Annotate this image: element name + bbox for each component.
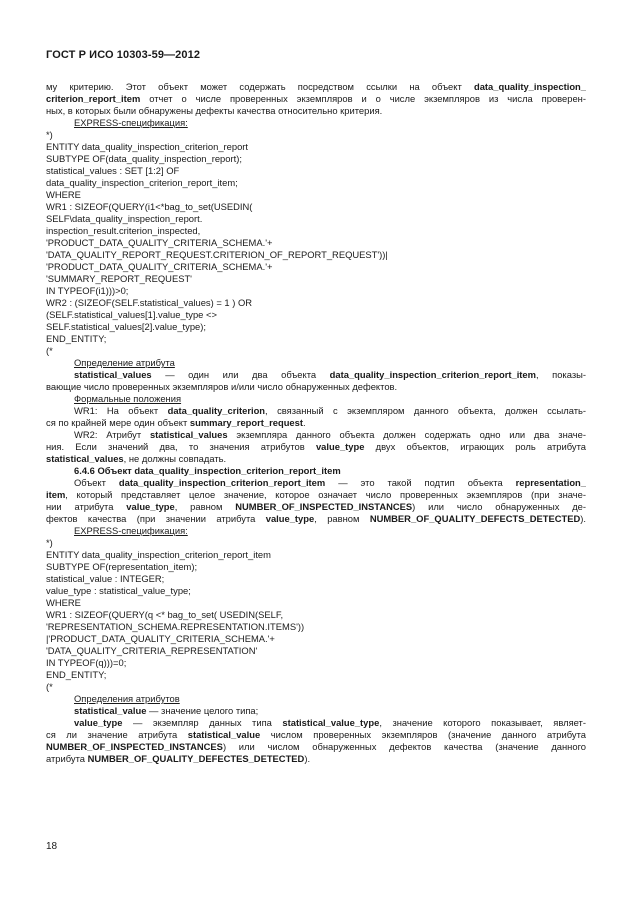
bold-term: value_type — [315, 441, 365, 452]
text-run: 'SUMMARY_REPORT_REQUEST' — [46, 273, 192, 284]
text-run: data_quality_inspection_criterion_report_item; — [46, 177, 238, 188]
text-run: SUBTYPE OF(representation_item); — [46, 561, 198, 572]
text-run: 'DATA_QUALITY_REPORT_REQUEST.CRITERION_OF_REPORT_REQUEST'))| — [46, 249, 388, 260]
bold-term: data_quality_inspection_criterion_report_item — [329, 369, 536, 380]
text-run: — это такой подтип объекта — [325, 477, 516, 488]
text-line — [46, 237, 586, 249]
text-run: SELF\data_quality_inspection_report. — [46, 213, 203, 224]
text-line — [46, 309, 586, 321]
bold-term: statistical_values — [46, 453, 124, 464]
text-run: , не должны совпадать. — [123, 453, 227, 464]
text-run: WHERE — [46, 189, 81, 200]
text-line — [46, 513, 586, 525]
text-run: ) или число обнаруженных де- — [412, 501, 586, 512]
text-run: (* — [46, 681, 53, 692]
text-line — [46, 165, 586, 177]
text-line — [74, 117, 586, 129]
section-heading: Определения атрибутов — [74, 693, 180, 704]
bold-term: representation_ — [515, 477, 586, 488]
text-run: ния. Если значений два, то значения атрибутов — [46, 441, 316, 452]
text-run: атрибута — [46, 753, 88, 764]
text-line — [46, 501, 586, 513]
text-line — [46, 417, 586, 429]
text-run: (SELF.statistical_values[1].value_type <> — [46, 309, 217, 320]
bold-term: value_type — [126, 501, 175, 512]
text-line — [74, 465, 586, 477]
text-line — [46, 729, 586, 741]
text-run: , равном — [174, 501, 236, 512]
text-run: statistical_value : INTEGER; — [46, 573, 165, 584]
text-run: , значение которого показывает, являет- — [379, 717, 586, 728]
text-line — [46, 609, 586, 621]
text-run: 'PRODUCT_DATA_QUALITY_CRITERIA_SCHEMA.'+ — [46, 237, 273, 248]
text-run: числом проверенных экземпляров (значение данного атрибута — [260, 729, 586, 740]
text-run: фектов качества (при значении атрибута — [46, 513, 266, 524]
text-run: IN TYPEOF(i1)))>0; — [46, 285, 129, 296]
text-line — [46, 141, 586, 153]
text-run: ) или числом обнаруженных дефектов качества (значение данного — [222, 741, 586, 752]
text-line — [74, 393, 586, 405]
text-run: |'PRODUCT_DATA_QUALITY_CRITERIA_SCHEMA.'+ — [46, 633, 275, 644]
text-run: WR2: Атрибут — [74, 429, 150, 440]
text-line — [46, 333, 586, 345]
text-run: 'REPRESENTATION_SCHEMA.REPRESENTATION.ITEMS')) — [46, 621, 305, 632]
text-run: нии атрибута — [46, 501, 127, 512]
text-run: WR2 : (SIZEOF(SELF.statistical_values) = 1 ) OR — [46, 297, 253, 308]
text-line — [46, 213, 586, 225]
bold-term: data_quality_criterion — [167, 405, 266, 416]
text-line — [46, 657, 586, 669]
text-line — [46, 201, 586, 213]
text-line — [74, 477, 586, 489]
text-line — [46, 633, 586, 645]
text-line — [46, 261, 586, 273]
bold-term: statistical_values — [74, 369, 152, 380]
text-line — [46, 645, 586, 657]
bold-term: item — [46, 489, 66, 500]
text-line — [46, 249, 586, 261]
bold-term: NUMBER_OF_INSPECTED_INSTANCES — [235, 501, 413, 512]
bold-term: value_type — [265, 513, 315, 524]
text-line — [46, 573, 586, 585]
text-run: ENTITY data_quality_inspection_criterion_report_item — [46, 549, 271, 560]
text-line — [46, 441, 586, 453]
text-run: (* — [46, 345, 53, 356]
text-line — [46, 621, 586, 633]
text-run: — один или два объекта — [151, 369, 330, 380]
text-run: отчет о числе проверенных экземпляров и о числе экземпляров из числа проверен- — [140, 93, 586, 104]
text-line — [74, 429, 586, 441]
text-line — [46, 273, 586, 285]
text-line — [46, 345, 586, 357]
section-heading: EXPRESS-спецификация: — [74, 525, 188, 536]
text-line — [46, 549, 586, 561]
text-line — [74, 525, 586, 537]
text-line — [74, 369, 586, 381]
text-line — [46, 681, 586, 693]
text-run: , который представляет целое значение, которое означает число проверенных экземпляров (при значе- — [65, 489, 586, 500]
text-run: двух объектов, играющих роль атрибута — [364, 441, 586, 452]
text-line — [46, 297, 586, 309]
text-run: statistical_values : SET [1:2] OF — [46, 165, 180, 176]
text-line — [46, 189, 586, 201]
text-run: ). — [304, 753, 311, 764]
text-run: WHERE — [46, 597, 81, 608]
text-run: SUBTYPE OF(data_quality_inspection_report); — [46, 153, 242, 164]
text-run: ных, в которых были обнаружены дефекты качества относительно критерия. — [46, 105, 383, 116]
text-run: WR1 : SIZEOF(QUERY(i1<*bag_to_set(USEDIN( — [46, 201, 253, 212]
bold-term: data_quality_inspection_criterion_report_item — [118, 477, 326, 488]
text-run: 'PRODUCT_DATA_QUALITY_CRITERIA_SCHEMA.'+ — [46, 261, 273, 272]
text-run: , равном — [314, 513, 370, 524]
text-run: Объект — [74, 477, 119, 488]
text-line — [46, 225, 586, 237]
text-run: — экземпляр данных типа — [122, 717, 283, 728]
text-run: — значение целого типа; — [146, 705, 259, 716]
text-line — [46, 537, 586, 549]
text-line — [74, 693, 586, 705]
bold-term: statistical_value_type — [282, 717, 380, 728]
text-line — [74, 717, 586, 729]
text-run: му критерию. Этот объект может содержать посредством ссылки на объект — [46, 81, 474, 92]
text-run: 'DATA_QUALITY_CRITERIA_REPRESENTATION' — [46, 645, 258, 656]
text-run: WR1: На объект — [74, 405, 168, 416]
text-run: *) — [46, 537, 53, 548]
text-line — [46, 129, 586, 141]
text-line — [46, 489, 586, 501]
text-run: ся ли значение атрибута — [46, 729, 188, 740]
text-run: inspection_result.criterion_inspected, — [46, 225, 201, 236]
bold-term: statistical_values — [149, 429, 228, 440]
text-run: ENTITY data_quality_inspection_criterion_report — [46, 141, 249, 152]
text-run: SELF.statistical_values[2].value_type); — [46, 321, 206, 332]
section-heading: Определение атрибута — [74, 357, 175, 368]
section-heading: EXPRESS-спецификация: — [74, 117, 188, 128]
text-line — [46, 453, 586, 465]
text-line — [74, 705, 586, 717]
text-line — [46, 81, 586, 93]
text-run: END_ENTITY; — [46, 333, 107, 344]
text-line — [74, 357, 586, 369]
bold-term: statistical_value — [74, 705, 147, 716]
text-line — [74, 405, 586, 417]
bold-term: NUMBER_OF_INSPECTED_INSTANCES — [46, 741, 223, 752]
text-run: value_type : statistical_value_type; — [46, 585, 191, 596]
text-run: ся по крайней мере один объект — [46, 417, 190, 428]
text-run: вающие число проверенных экземпляров и/или число обнаруженных дефектов. — [46, 381, 398, 392]
text-run: *) — [46, 129, 53, 140]
bold-term: data_quality_inspection_ — [473, 81, 586, 92]
text-line — [46, 105, 586, 117]
text-run: ). — [580, 513, 586, 524]
text-run: . — [302, 417, 306, 428]
text-run: IN TYPEOF(q)))=0; — [46, 657, 127, 668]
text-line — [46, 177, 586, 189]
text-line — [46, 153, 586, 165]
section-heading: Формальные положения — [74, 393, 182, 404]
text-line — [46, 321, 586, 333]
text-run: END_ENTITY; — [46, 669, 107, 680]
text-line — [46, 669, 586, 681]
text-run: WR1 : SIZEOF(QUERY(q <* bag_to_set( USEDIN(SELF, — [46, 609, 284, 620]
text-run: , показы- — [535, 369, 586, 380]
text-run: экземпляра данного объекта должен содержать одно или два значе- — [227, 429, 586, 440]
text-line — [46, 381, 586, 393]
bold-term: value_type — [74, 717, 123, 728]
bold-term: NUMBER_OF_QUALITY_DEFECTES_DETECTED — [87, 753, 305, 764]
text-line — [46, 597, 586, 609]
bold-term: criterion_report_item — [46, 93, 141, 104]
bold-term: summary_report_request — [189, 417, 303, 428]
text-line — [46, 585, 586, 597]
bold-term: NUMBER_OF_QUALITY_DEFECTS_DETECTED — [369, 513, 581, 524]
text-line — [46, 285, 586, 297]
text-line — [46, 753, 586, 765]
text-line — [46, 741, 586, 753]
running-header: ГОСТ Р ИСО 10303-59—2012 — [46, 49, 201, 61]
page-number: 18 — [46, 841, 58, 852]
text-run: , связанный с экземпляром данного объекта, должен ссылать- — [265, 405, 586, 416]
text-line — [46, 561, 586, 573]
bold-term: statistical_value — [187, 729, 261, 740]
bold-term: 6.4.6 Объект data_quality_inspection_criterion_report_item — [74, 465, 341, 476]
text-line — [46, 93, 586, 105]
